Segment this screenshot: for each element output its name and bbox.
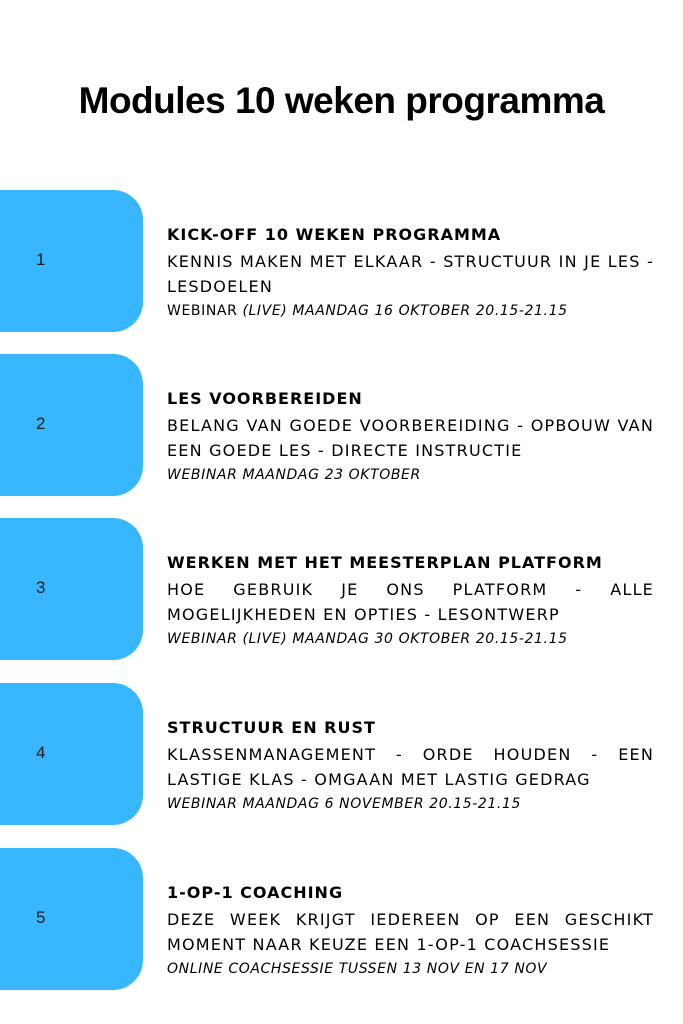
module-date (167, 959, 654, 979)
module-number: 3 (36, 578, 46, 597)
module-date (167, 794, 654, 814)
module-date-italic: WEBINAR (LIVE) MAANDAG 30 OKTOBER 20.15-21.15 (167, 631, 568, 647)
module-number-tab (0, 683, 143, 825)
module-5 (0, 848, 683, 990)
module-date (167, 301, 654, 321)
module-text (167, 882, 654, 979)
page-title: Modules 10 weken programma (78, 80, 605, 121)
module-date-italic: ONLINE COACHSESSIE TUSSEN 13 NOV EN 17 NOV (167, 961, 548, 977)
module-text (167, 388, 654, 485)
module-description: HOE GEBRUIK JE ONS PLATFORM - ALLE MOGELIJKHEDEN EN OPTIES - LESONTWERP (167, 580, 654, 624)
module-description: KLASSENMANAGEMENT - ORDE HOUDEN - EEN LASTIGE KLAS - OMGAAN MET LASTIG GEDRAG (167, 745, 654, 789)
module-title: STRUCTUUR EN RUST (167, 718, 376, 737)
module-date-prefix: WEBINAR (167, 303, 243, 319)
module-4 (0, 683, 683, 825)
module-title: 1-OP-1 COACHING (167, 883, 344, 902)
module-number: 5 (36, 908, 46, 927)
module-date (167, 629, 654, 649)
module-text (167, 552, 654, 649)
module-text (167, 224, 654, 321)
module-number: 4 (36, 743, 46, 762)
module-number: 2 (36, 414, 46, 433)
module-number: 1 (36, 250, 46, 269)
module-title: WERKEN MET HET MEESTERPLAN PLATFORM (167, 553, 603, 572)
module-title: LES VOORBEREIDEN (167, 389, 363, 408)
module-date-italic: WEBINAR MAANDAG 23 OKTOBER (167, 467, 421, 483)
module-number-tab (0, 190, 143, 332)
module-3 (0, 518, 683, 660)
module-date-italic: (LIVE) MAANDAG 16 OKTOBER 20.15-21.15 (242, 303, 568, 319)
module-2 (0, 354, 683, 496)
module-title: KICK-OFF 10 WEKEN PROGRAMMA (167, 225, 502, 244)
module-number-tab (0, 354, 143, 496)
module-description: KENNIS MAKEN MET ELKAAR - STRUCTUUR IN JE LES - LESDOELEN (167, 252, 654, 296)
module-date (167, 465, 654, 485)
module-number-tab (0, 848, 143, 990)
module-1 (0, 190, 683, 332)
module-number-tab (0, 518, 143, 660)
module-description: DEZE WEEK KRIJGT IEDEREEN OP EEN GESCHIKT MOMENT NAAR KEUZE EEN 1-OP-1 COACHSESSIE (167, 910, 654, 954)
module-text (167, 717, 654, 814)
module-description: BELANG VAN GOEDE VOORBEREIDING - OPBOUW VAN EEN GOEDE LES - DIRECTE INSTRUCTIE (167, 416, 654, 460)
module-date-italic: WEBINAR MAANDAG 6 NOVEMBER 20.15-21.15 (167, 796, 522, 812)
